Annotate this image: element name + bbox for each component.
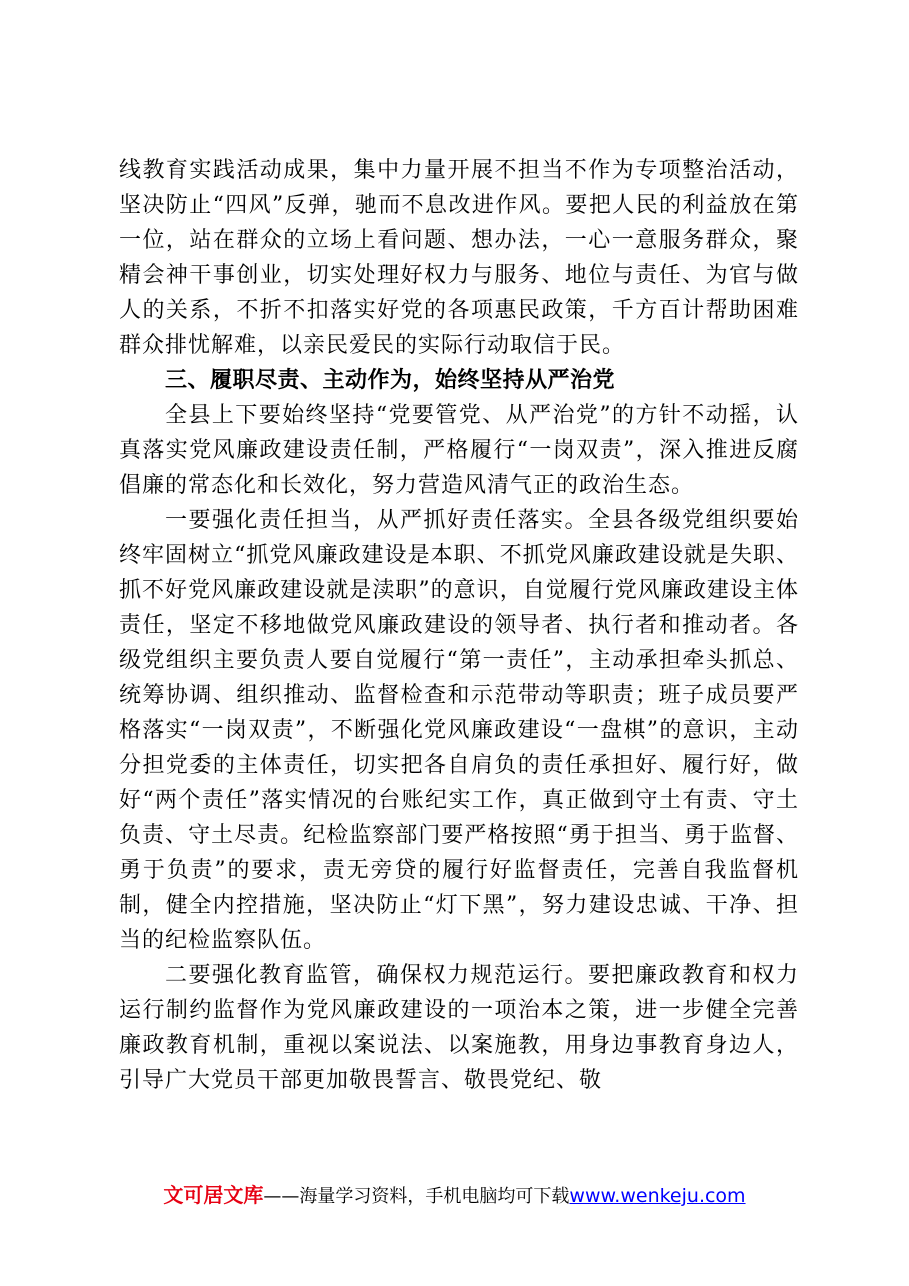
footer-slogan: ——海量学习资料，手机电脑均可下载 (263, 1186, 570, 1207)
paragraph: 全县上下要始终坚持“党要管党、从严治党”的方针不动摇，认真落实党风廉政建设责任制，严格履行“一岗双责”，深入推进反腐倡廉的常态化和长效化，努力营造风清气正的政治生态。 (119, 403, 799, 498)
paragraph: 二要强化教育监管，确保权力规范运行。要把廉政教育和权力运行制约监督作为党风廉政建设的一项治本之策，进一步健全完善廉政教育机制，重视以案说法、以案施教，用身边事教育身边人，引导广大党员干部更加敬畏誓言、敬畏党纪、敬 (119, 963, 799, 1093)
paragraph: 一要强化责任担当，从严抓好责任落实。全县各级党组织要始终牢固树立“抓党风廉政建设是本职、不抓党风廉政建设就是失职、抓不好党风廉政建设就是渎职”的意识，自觉履行党风廉政建设主体责任，坚定不移地做党风廉政建设的领导者、执行者和推动者。各级党组织主要负责人要自觉履行“第一责任”，主动承担牵头抓总、统筹协调、组织推动、监督检查和示范带动等职责；班子成员要严格落实“一岗双责”，不断强化党风廉政建设“一盘棋”的意识，主动分担党委的主体责任，切实把各自肩负的责任承担好、履行好，做好“两个责任”落实情况的台账纪实工作，真正做到守土有责、守土负责、守土尽责。纪检监察部门要严格按照“勇于担当、勇于监督、勇于负责”的要求，责无旁贷的履行好监督责任，完善自我监督机制，健全内控措施，坚决防止“灯下黑”，努力建设忠诚、干净、担当的纪检监察队伍。 (119, 508, 799, 953)
footer-link[interactable]: www.wenkeju.com (569, 1185, 746, 1207)
document-body (119, 153, 799, 1098)
paragraph-continued: 线教育实践活动成果，集中力量开展不担当不作为专项整治活动，坚决防止“四风”反弹，驰而不息改进作风。要把人民的利益放在第一位，站在群众的立场上看问题、想办法，一心一意服务群众，聚精会神干事创业，切实处理好权力与服务、地位与责任、为官与做人的关系，不折不扣落实好党的各项惠民政策，千方百计帮助困难群众排忧解难，以亲民爱民的实际行动取信于民。 (119, 158, 799, 358)
section-heading: 三、履职尽责、主动作为，始终坚持从严治党 (165, 368, 616, 393)
footer-brand: 文可居文库 (163, 1183, 264, 1207)
footer-banner (0, 1180, 909, 1212)
